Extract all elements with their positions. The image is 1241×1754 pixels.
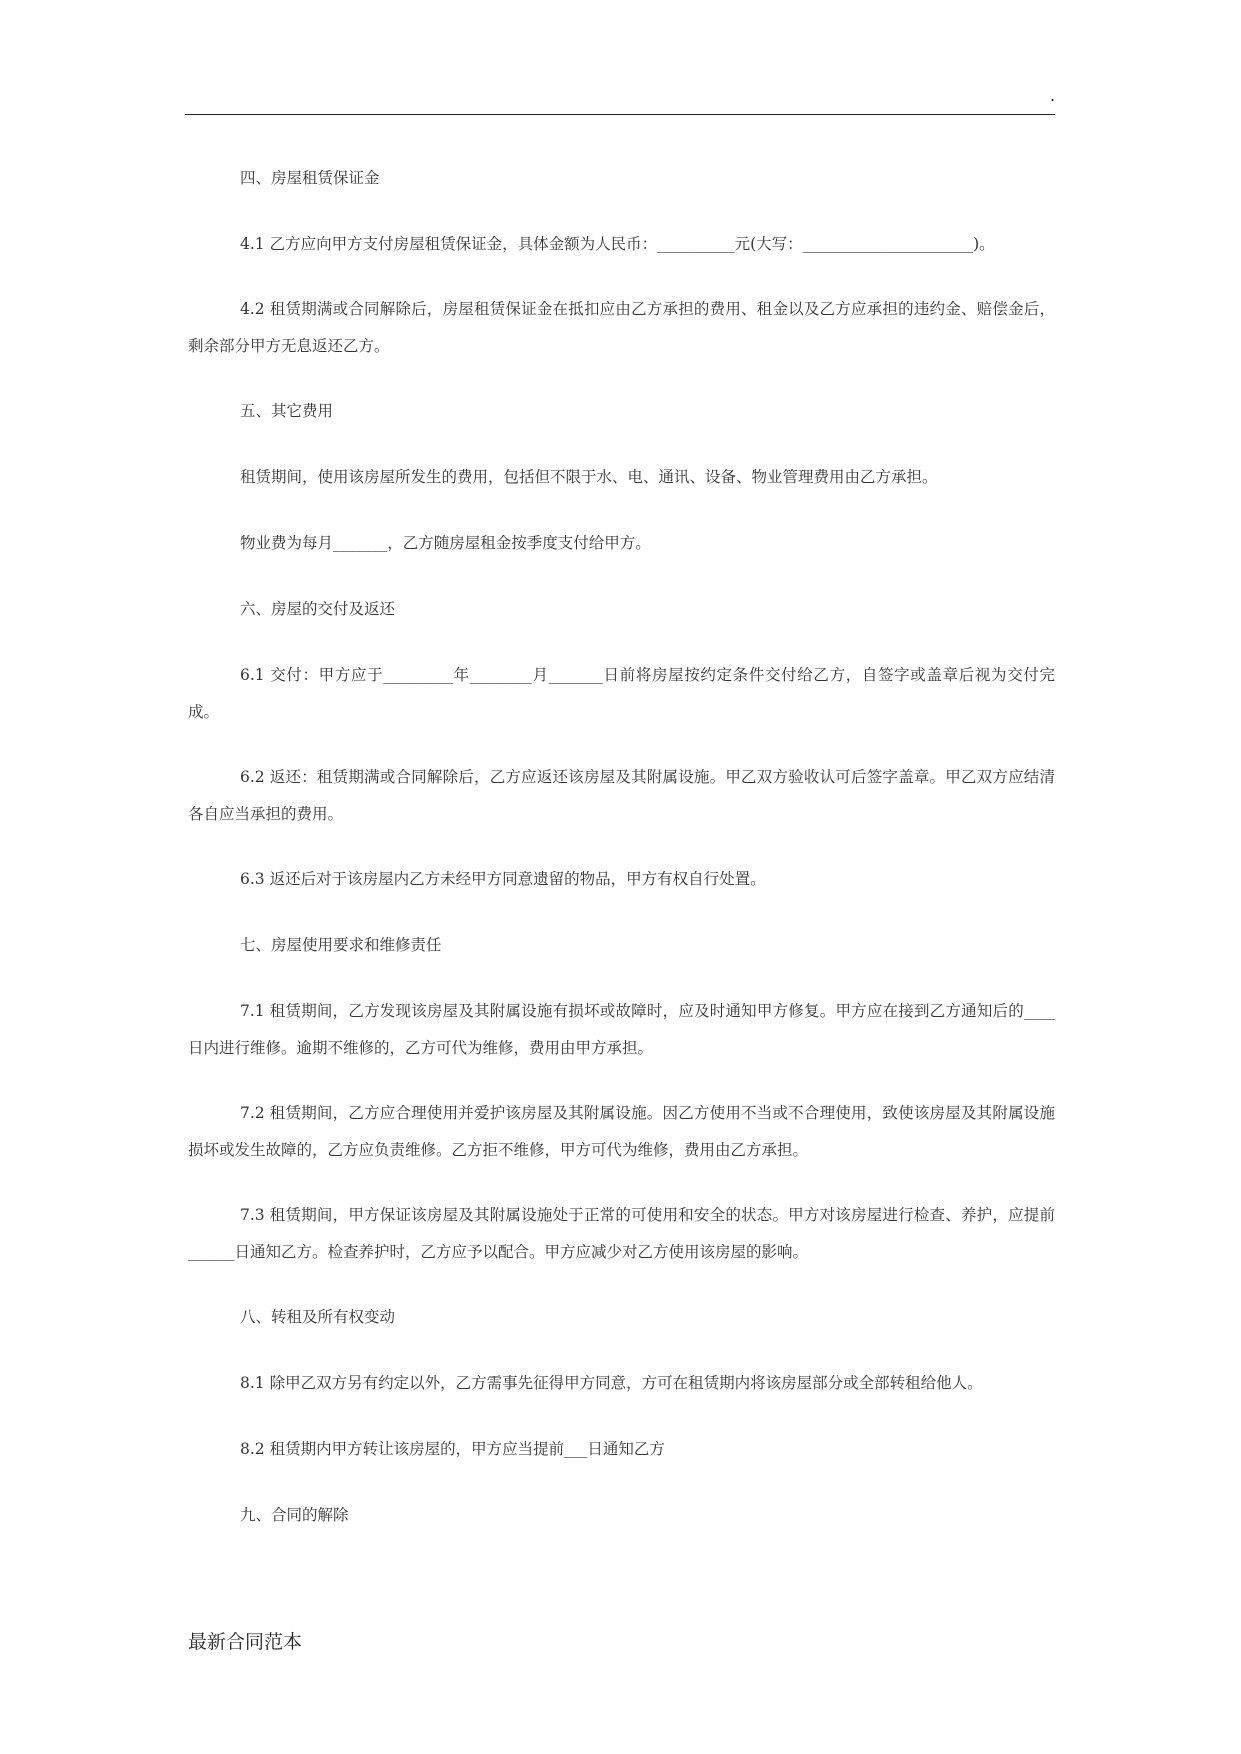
section-heading-6: 六、房屋的交付及返还	[240, 600, 396, 618]
section-heading-7: 七、房屋使用要求和维修责任	[240, 936, 442, 954]
clause-8-2: 8.2 租赁期内甲方转让该房屋的，甲方应当提前___日通知乙方	[240, 1440, 665, 1458]
clause-6-3: 6.3 返还后对于该房屋内乙方未经甲方同意遗留的物品，甲方有权自行处置。	[240, 870, 766, 888]
clause-6-2: 6.2 返还：租赁期满或合同解除后，乙方应返还该房屋及其附属设施。甲乙双方验收认可后签字盖章。甲乙双方应结清各自应当承担的费用。	[188, 768, 1055, 823]
clause-6-1: 6.1 交付：甲方应于_________年________月_______日前将房屋按约定条件交付给乙方，自签字或盖章后视为交付完成。	[188, 666, 1055, 721]
clause-7-3: 7.3 租赁期间，甲方保证该房屋及其附属设施处于正常的可使用和安全的状态。甲方对该房屋进行检查、养护，应提前______日通知乙方。检查养护时，乙方应予以配合。甲方应减少对乙方使用该房屋的影响。	[188, 1206, 1055, 1261]
clause-7-1: 7.1 租赁期间，乙方发现该房屋及其附属设施有损坏或故障时，应及时通知甲方修复。甲方应在接到乙方通知后的____日内进行维修。逾期不维修的，乙方可代为维修，费用由甲方承担。	[188, 1002, 1055, 1057]
header-rule	[185, 114, 1055, 115]
page-footer: 最新合同范本	[188, 1631, 303, 1653]
clause-4-1: 4.1 乙方应向甲方支付房屋租赁保证金，具体金额为人民币：__________元(大写：______________________)。	[240, 235, 995, 253]
section-heading-9: 九、合同的解除	[240, 1506, 349, 1524]
clause-4-2: 4.2 租赁期满或合同解除后，房屋租赁保证金在抵扣应由乙方承担的费用、租金以及乙方应承担的违约金、赔偿金后，剩余部分甲方无息返还乙方。	[188, 300, 1055, 355]
document-body	[188, 160, 1055, 1563]
header-mark: .	[1050, 86, 1056, 105]
clause-5-property-fee: 物业费为每月_______，乙方随房屋租金按季度支付给甲方。	[240, 534, 651, 552]
clause-7-2: 7.2 租赁期间，乙方应合理使用并爱护该房屋及其附属设施。因乙方使用不当或不合理使用，致使该房屋及其附属设施损坏或发生故障的，乙方应负责维修。乙方拒不维修，甲方可代为维修，费用由乙方承担。	[188, 1104, 1055, 1159]
section-heading-8: 八、转租及所有权变动	[240, 1308, 396, 1326]
section-heading-5: 五、其它费用	[240, 402, 334, 420]
clause-8-1: 8.1 除甲乙双方另有约定以外，乙方需事先征得甲方同意，方可在租赁期内将该房屋部分或全部转租给他人。	[240, 1374, 983, 1392]
section-heading-4: 四、房屋租赁保证金	[240, 169, 380, 187]
clause-5-expenses: 租赁期间，使用该房屋所发生的费用，包括但不限于水、电、通讯、设备、物业管理费用由乙方承担。	[240, 468, 938, 486]
